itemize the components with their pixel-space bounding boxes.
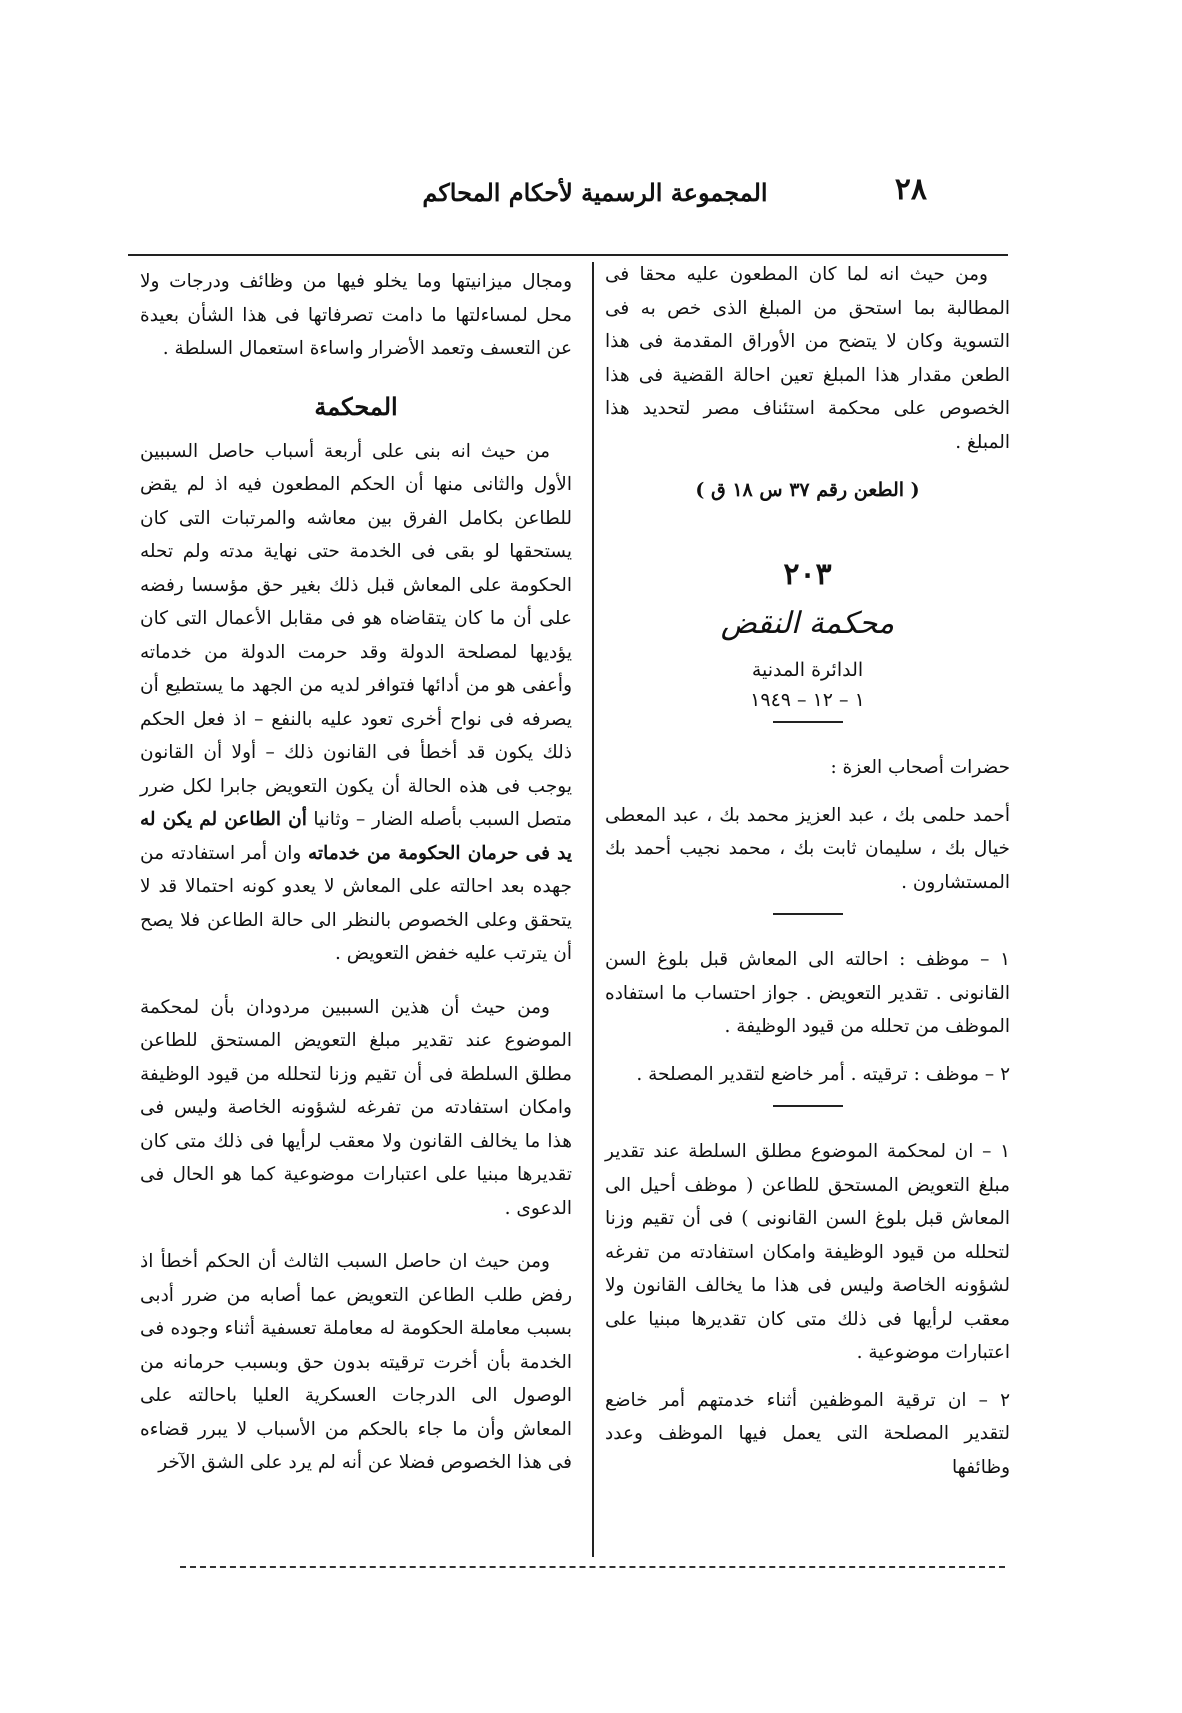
reasoning-paragraph-3: ومن حيث ان حاصل السبب الثالث أن الحكم أخطأ اذ رفض طلب الطاعن التعويض عما أصابه من ضرر أدبى بسبب معاملة الحكومة له معاملة تعسفية أثناء وجوده فى الخدمة بأن أخرت ترقيته بدون حق وبسبب حرمانه من الوصول الى الدرجات العسكرية العليا باحالته على المعاش وأن ما جاء بالحكم من الأسباب لا يبرر قضاءه فى هذا الخصوص فضلا عن أنه لم يرد على الشق الآخر <box>140 1251 572 1473</box>
headnote-2: ٢ – موظف : ترقيته . أمر خاضع لتقدير المصلحة . <box>636 1063 1010 1085</box>
separator-rule <box>773 913 843 915</box>
reasoning-text: وان أمر استفادته من جهده بعد احالته على المعاش لا يعدو كونه احتمالا قد لا يتحقق وعلى الخصوص بالنظر الى حالة الطاعن فلا يصح أن يترتب عليه خفض التعويض . <box>140 842 572 964</box>
opening-paragraph: ومن حيث انه لما كان المطعون عليه محقا فى المطالبة بما استحق من المبلغ الذى خص به فى التسوية وكان لا يتضح من الأوراق المقدمة فى هذا الطعن مقدار هذا المبلغ تعين احالة القضية فى هذا الخصوص على محكمة استئناف مصر لتحديد هذا المبلغ . <box>605 264 1010 453</box>
left-column <box>140 265 572 1500</box>
page-number: ٢٨ <box>894 172 927 207</box>
panel-intro: حضرات أصحاب العزة : <box>830 757 1010 778</box>
reasoning-emphasis: أن الطاعن لم يكن له يد فى حرمان الحكومة من خدماته <box>140 809 572 864</box>
court-name: محكمة النقض <box>720 606 895 641</box>
reasoning-paragraph-1 <box>140 435 572 971</box>
separator-rule <box>773 721 843 723</box>
header-rule <box>128 254 1008 256</box>
separator-rule <box>773 1105 843 1107</box>
continuation-paragraph: ومجال ميزانيتها وما يخلو فيها من وظائف ودرجات ولا محل لمساءلتها ما دامت تصرفاتها فى هذا الشأن بعيدة عن التعسف وتعمد الأضرار واساءة استعمال السلطة . <box>140 271 572 359</box>
section-heading: المحكمة <box>314 391 398 421</box>
running-title: المجموعة الرسمية لأحكام المحاكم <box>422 178 768 207</box>
right-column <box>605 258 1010 1498</box>
bottom-rule <box>180 1566 1005 1568</box>
reasoning-paragraph-2: ومن حيث أن هذين السببين مردودان بأن لمحكمة الموضوع عند تقدير مبلغ التعويض المستحق للطاعن مطلق السلطة فى أن تقيم وزنا لتحلله من قيود الوظيفة وامكان استفادته من تفرغه لشؤونه الخاصة وليس فى هذا ما يخالف القانون ولا معقب لرأيها فى ذلك متى كان تقديرها مبنيا على اعتبارات موضوعية كما هو الحال فى الدعوى . <box>140 996 572 1219</box>
panel-members: أحمد حلمى بك ، عبد العزيز محمد بك ، عبد المعطى خيال بك ، سليمان ثابت بك ، محمد نجيب أحمد بك المستشارون . <box>605 804 1010 893</box>
reasoning-text: من حيث انه بنى على أربعة أسباب حاصل السببين الأول والثانى منها أن الحكم المطعون فيه اذ لم يقض للطاعن بكامل الفرق بين معاشه والمرتبات التى كان يستحقها لو بقى فى الخدمة حتى نهاية مدته ولم تحله الحكومة على المعاش قبل ذلك بغير حق مؤسسا رفضه على أن ما كان يتقاضاه هو فى مقابل الأعمال التى كان يؤديها لمصلحة الدولة وقد حرمت الدولة من خدماته وأعفى هو من أدائها فتوافر لديه من الجهد ما يستطيع أن يصرفه فى نواح أخرى تعود عليه بالنفع – اذ فعل الحكم ذلك يكون قد أخطأ فى القانون ذلك – أولا أن القانون يوجب فى هذه الحالة أن يكون التعويض جابرا لكل ضرر متصل السبب بأصله الضار – وثانيا <box>140 440 572 830</box>
court-department: الدائرة المدنية <box>751 659 864 681</box>
judgment-date: ١ – ١٢ – ١٩٤٩ <box>750 689 865 711</box>
column-divider <box>592 262 594 1557</box>
appeal-citation: ( الطعن رقم ٣٧ س ١٨ ق ) <box>695 479 920 501</box>
headnote-1: ١ – موظف : احالته الى المعاش قبل بلوغ السن القانونى . تقدير التعويض . جواز احتساب ما استفاده الموظف من تحلله من قيود الوظيفة . <box>605 949 1010 1037</box>
principle-1: ١ – ان لمحكمة الموضوع مطلق السلطة عند تقدير مبلغ التعويض المستحق للطاعن ( موظف أحيل الى المعاش قبل بلوغ السن القانونى ) فى أن تقيم وزنا لتحلله من قيود الوظيفة وامكان استفادته من تفرغه لشؤونه الخاصة وليس فى هذا ما يخالف القانون ولا معقب لرأيها فى ذلك متى كان تقديرها مبنيا على اعتبارات موضوعية . <box>605 1141 1010 1363</box>
principle-2: ٢ – ان ترقية الموظفين أثناء خدمتهم أمر خاضع لتقدير المصلحة التى يعمل فيها الموظف وعدد وظائفها <box>605 1389 1010 1478</box>
case-number: ٢٠٣ <box>783 557 832 592</box>
